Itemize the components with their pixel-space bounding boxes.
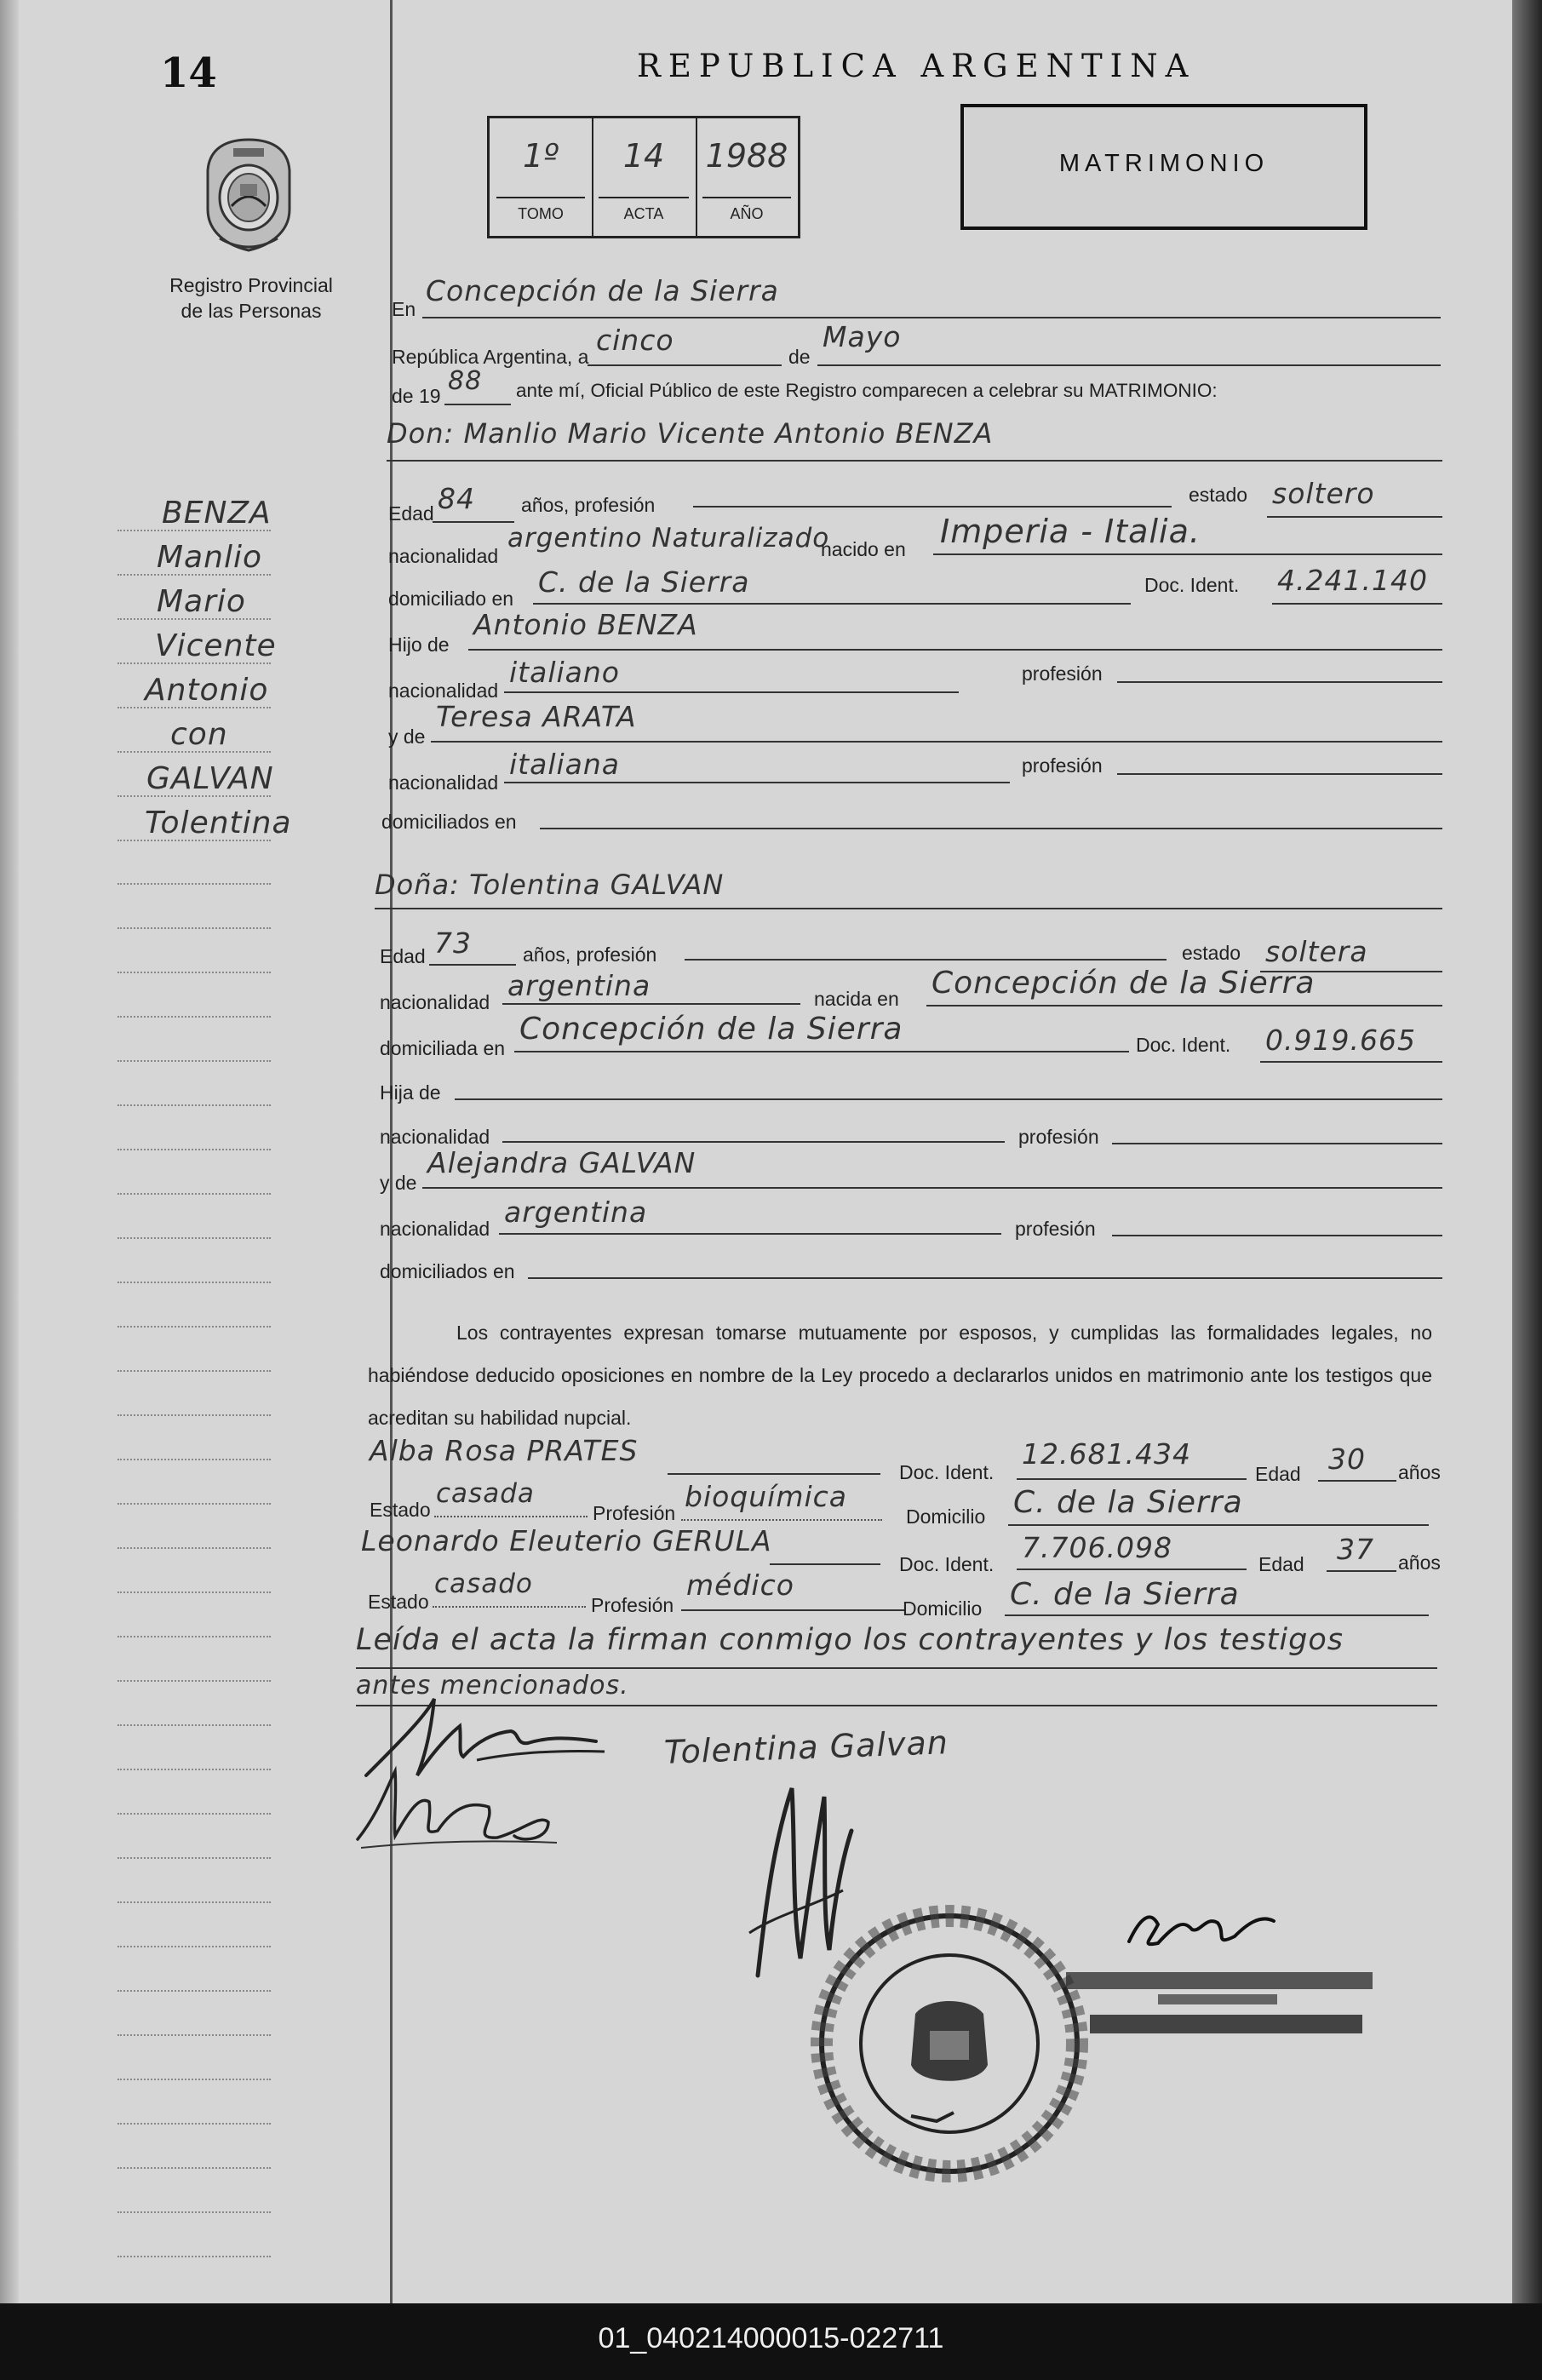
tomo-value: 1º xyxy=(522,137,559,175)
groom-doc: 4.241.140 xyxy=(1277,564,1428,597)
margin-dotted-line xyxy=(118,883,271,885)
witness-1-doc: 12.681.434 xyxy=(1022,1437,1191,1471)
anio-cell xyxy=(696,118,798,236)
groom-heading: Don: Manlio Mario Vicente Antonio BENZA xyxy=(387,417,994,450)
provincial-seal-icon xyxy=(203,136,295,254)
groom-edad-label: Edad xyxy=(388,502,434,525)
witness-2-doc: 7.706.098 xyxy=(1022,1531,1172,1564)
margin-dotted-line xyxy=(118,2123,271,2125)
bride-nacida: Concepción de la Sierra xyxy=(932,966,1316,1001)
anio-label: AÑO xyxy=(730,205,764,222)
groom-anos-profesion-label: años, profesión xyxy=(521,494,656,516)
bride-estado: soltera xyxy=(1265,935,1368,968)
margin-dotted-line xyxy=(118,1636,271,1637)
witness-1-estado: casada xyxy=(436,1478,535,1509)
margin-dotted-line xyxy=(118,1990,271,1992)
groom-mother-prof-label: profesión xyxy=(1022,754,1103,777)
witness-2-domicilio-label: Domicilio xyxy=(903,1597,983,1620)
margin-dotted-line xyxy=(118,1370,271,1372)
margin-dotted-line xyxy=(118,1016,271,1018)
witness-1-edad: 30 xyxy=(1328,1442,1366,1476)
groom-domiciliados-label: domiciliados en xyxy=(381,811,517,833)
bride-yde-label: y de xyxy=(380,1172,417,1194)
witness-2-profesion: médico xyxy=(686,1569,794,1602)
witness-2-name: Leonardo Eleuterio GERULA xyxy=(361,1524,772,1557)
groom-nacionalidad: argentino Naturalizado xyxy=(507,523,830,553)
witness-2-estado-label: Estado xyxy=(368,1591,429,1613)
witness-1-edad-label: Edad xyxy=(1255,1463,1301,1485)
witness-2-profesion-label: Profesión xyxy=(591,1594,674,1616)
bride-anos-profesion-label: años, profesión xyxy=(523,943,657,966)
margin-note-line: Tolentina xyxy=(145,806,292,840)
margin-dotted-line xyxy=(118,1149,271,1150)
officer-signature-block-icon xyxy=(1056,1899,1379,2052)
margin-note-line: BENZA xyxy=(162,496,272,530)
groom-father: Antonio BENZA xyxy=(473,608,698,641)
margin-note-line: GALVAN xyxy=(146,761,274,796)
acta-cell xyxy=(592,118,697,236)
margin-dotted-line xyxy=(118,2079,271,2080)
groom-nacionalidad-label: nacionalidad xyxy=(388,545,499,567)
witness-1-domicilio: C. de la Sierra xyxy=(1013,1485,1243,1520)
margin-note-line: Mario xyxy=(157,584,246,619)
bride-mother-prof-label: profesión xyxy=(1015,1218,1096,1240)
bride-doc: 0.919.665 xyxy=(1265,1024,1416,1057)
bride-hija-label: Hija de xyxy=(380,1081,441,1104)
margin-dotted-line xyxy=(118,1547,271,1549)
record-type: MATRIMONIO xyxy=(1058,150,1270,177)
comparecen-text: ante mí, Oficial Público de este Registro comparecen a celebrar su MATRIMONIO: xyxy=(516,380,1218,401)
margin-dotted-line xyxy=(118,1591,271,1593)
declaration-text: Los contrayentes expresan tomarse mutuamente por esposos, y cumplidas las formalidades legales, no habiéndose deducido oposiciones en nombre de la Ley procedo a declararlos unidos en matrimonio ante los testigos que acreditan su habilidad nupcial. xyxy=(368,1322,1432,1429)
margin-dotted-line xyxy=(118,1769,271,1770)
margin-note-line: Vicente xyxy=(155,628,277,663)
year-suffix: 88 xyxy=(448,366,483,396)
record-index-box xyxy=(487,116,800,238)
footer-bar xyxy=(0,2303,1542,2380)
witness-1-signature-icon xyxy=(344,1754,565,1856)
anio-value: 1988 xyxy=(705,137,788,175)
page-edge-shadow xyxy=(1512,0,1542,2380)
bride-father-nac-label: nacionalidad xyxy=(380,1126,490,1148)
day: cinco xyxy=(596,324,674,357)
margin-dotted-line xyxy=(118,2256,271,2257)
bride-heading: Doña: Tolentina GALVAN xyxy=(375,869,725,901)
groom-mother-nac-label: nacionalidad xyxy=(388,771,499,794)
registry-name: Registro Provincial de las Personas xyxy=(169,274,333,322)
margin-dotted-line xyxy=(118,1857,271,1859)
tomo-label: TOMO xyxy=(518,205,564,222)
margin-dotted-line xyxy=(118,1724,271,1726)
margin-dotted-line xyxy=(118,1813,271,1815)
margin-dotted-line xyxy=(118,1503,271,1505)
month: Mayo xyxy=(823,320,902,353)
bride-doc-label: Doc. Ident. xyxy=(1136,1034,1231,1056)
book-spine xyxy=(0,0,19,2380)
groom-mother: Teresa ARATA xyxy=(436,700,637,733)
margin-dotted-line xyxy=(118,1282,271,1283)
margin-note-line: con xyxy=(170,717,228,752)
republica-label: República Argentina, a xyxy=(392,346,589,368)
margin-dotted-line xyxy=(118,2167,271,2169)
bride-mother-nac: argentina xyxy=(504,1196,648,1229)
bride-domiciliada-label: domiciliada en xyxy=(380,1037,506,1059)
groom-father-nac-label: nacionalidad xyxy=(388,680,499,702)
witness-2-estado: casado xyxy=(434,1569,533,1599)
tomo-cell xyxy=(490,118,593,236)
groom-estado-label: estado xyxy=(1189,484,1248,506)
margin-dotted-line xyxy=(118,1946,271,1947)
margin-dotted-line xyxy=(118,2211,271,2213)
bride-mother: Alejandra GALVAN xyxy=(427,1146,696,1179)
margin-dotted-line xyxy=(118,1326,271,1328)
margin-dotted-line xyxy=(118,1414,271,1416)
de-anio-label: de 19 xyxy=(392,385,441,407)
groom-hijo-label: Hijo de xyxy=(388,634,450,656)
margin-dotted-line xyxy=(118,1104,271,1106)
de-label: de xyxy=(788,346,811,368)
witness-1-domicilio-label: Domicilio xyxy=(906,1505,986,1528)
groom-nacido-label: nacido en xyxy=(821,538,906,560)
witness-2-doc-label: Doc. Ident. xyxy=(899,1553,995,1575)
witness-1-doc-label: Doc. Ident. xyxy=(899,1461,995,1483)
groom-doc-label: Doc. Ident. xyxy=(1144,574,1240,596)
witness-2-domicilio: C. de la Sierra xyxy=(1010,1577,1240,1612)
margin-dotted-line xyxy=(118,1193,271,1195)
bride-domiciliados-label: domiciliados en xyxy=(380,1260,515,1282)
margin-dotted-line xyxy=(118,927,271,929)
bride-father-prof-label: profesión xyxy=(1018,1126,1099,1148)
margin-dotted-line xyxy=(118,1237,271,1239)
witness-1-profesion: bioquímica xyxy=(685,1480,848,1513)
bride-domicilio: Concepción de la Sierra xyxy=(519,1012,903,1047)
groom-yde-label: y de xyxy=(388,725,426,748)
margin-dotted-line xyxy=(118,1459,271,1460)
groom-mother-nac: italiana xyxy=(509,748,621,781)
witness-1-estado-label: Estado xyxy=(370,1499,431,1521)
margin-dotted-line xyxy=(118,2034,271,2036)
witness-1-name: Alba Rosa PRATES xyxy=(370,1434,639,1467)
margin-dotted-line xyxy=(118,1060,271,1062)
bride-mother-nac-label: nacionalidad xyxy=(380,1218,490,1240)
groom-domiciliado-label: domiciliado en xyxy=(388,588,514,610)
groom-father-nac: italiano xyxy=(509,656,620,689)
bride-signature: Tolentina Galvan xyxy=(663,1723,949,1771)
bride-edad: 73 xyxy=(434,926,472,960)
margin-dotted-line xyxy=(118,1901,271,1903)
closing-line-1: Leída el acta la firman conmigo los contrayentes y los testigos xyxy=(356,1623,1344,1657)
bride-edad-label: Edad xyxy=(380,945,426,967)
country-heading: REPUBLICA ARGENTINA xyxy=(637,48,1196,84)
witness-2-edad: 37 xyxy=(1337,1533,1374,1566)
bride-estado-label: estado xyxy=(1182,942,1241,964)
record-type-box xyxy=(960,104,1367,230)
bride-nacida-label: nacida en xyxy=(814,988,899,1010)
acta-label: ACTA xyxy=(623,205,664,222)
witness-2-edad-label: Edad xyxy=(1258,1553,1304,1575)
groom-estado: soltero xyxy=(1272,477,1375,510)
groom-father-prof-label: profesión xyxy=(1022,662,1103,685)
groom-nacido: Imperia - Italia. xyxy=(940,513,1201,550)
groom-domicilio: C. de la Sierra xyxy=(538,565,750,599)
witness-2-anos-label: años xyxy=(1398,1551,1441,1574)
official-stamp-icon xyxy=(809,1903,1090,2184)
en-label: En xyxy=(392,298,416,320)
place: Concepción de la Sierra xyxy=(426,274,779,307)
bride-nacionalidad: argentina xyxy=(507,969,651,1002)
margin-dotted-line xyxy=(118,972,271,973)
page-number: 14 xyxy=(160,49,217,97)
witness-1-anos-label: años xyxy=(1398,1461,1441,1483)
margin-note-line: Manlio xyxy=(157,540,262,575)
acta-value: 14 xyxy=(622,137,665,175)
closing-line-2: antes mencionados. xyxy=(356,1671,629,1700)
groom-edad: 84 xyxy=(438,482,475,515)
witness-1-profesion-label: Profesión xyxy=(593,1502,676,1524)
image-code: 01_040214000015-022711 xyxy=(598,2322,944,2354)
margin-note-line: Antonio xyxy=(145,673,269,708)
margin-dotted-line xyxy=(118,1680,271,1682)
bride-nacionalidad-label: nacionalidad xyxy=(380,991,490,1013)
